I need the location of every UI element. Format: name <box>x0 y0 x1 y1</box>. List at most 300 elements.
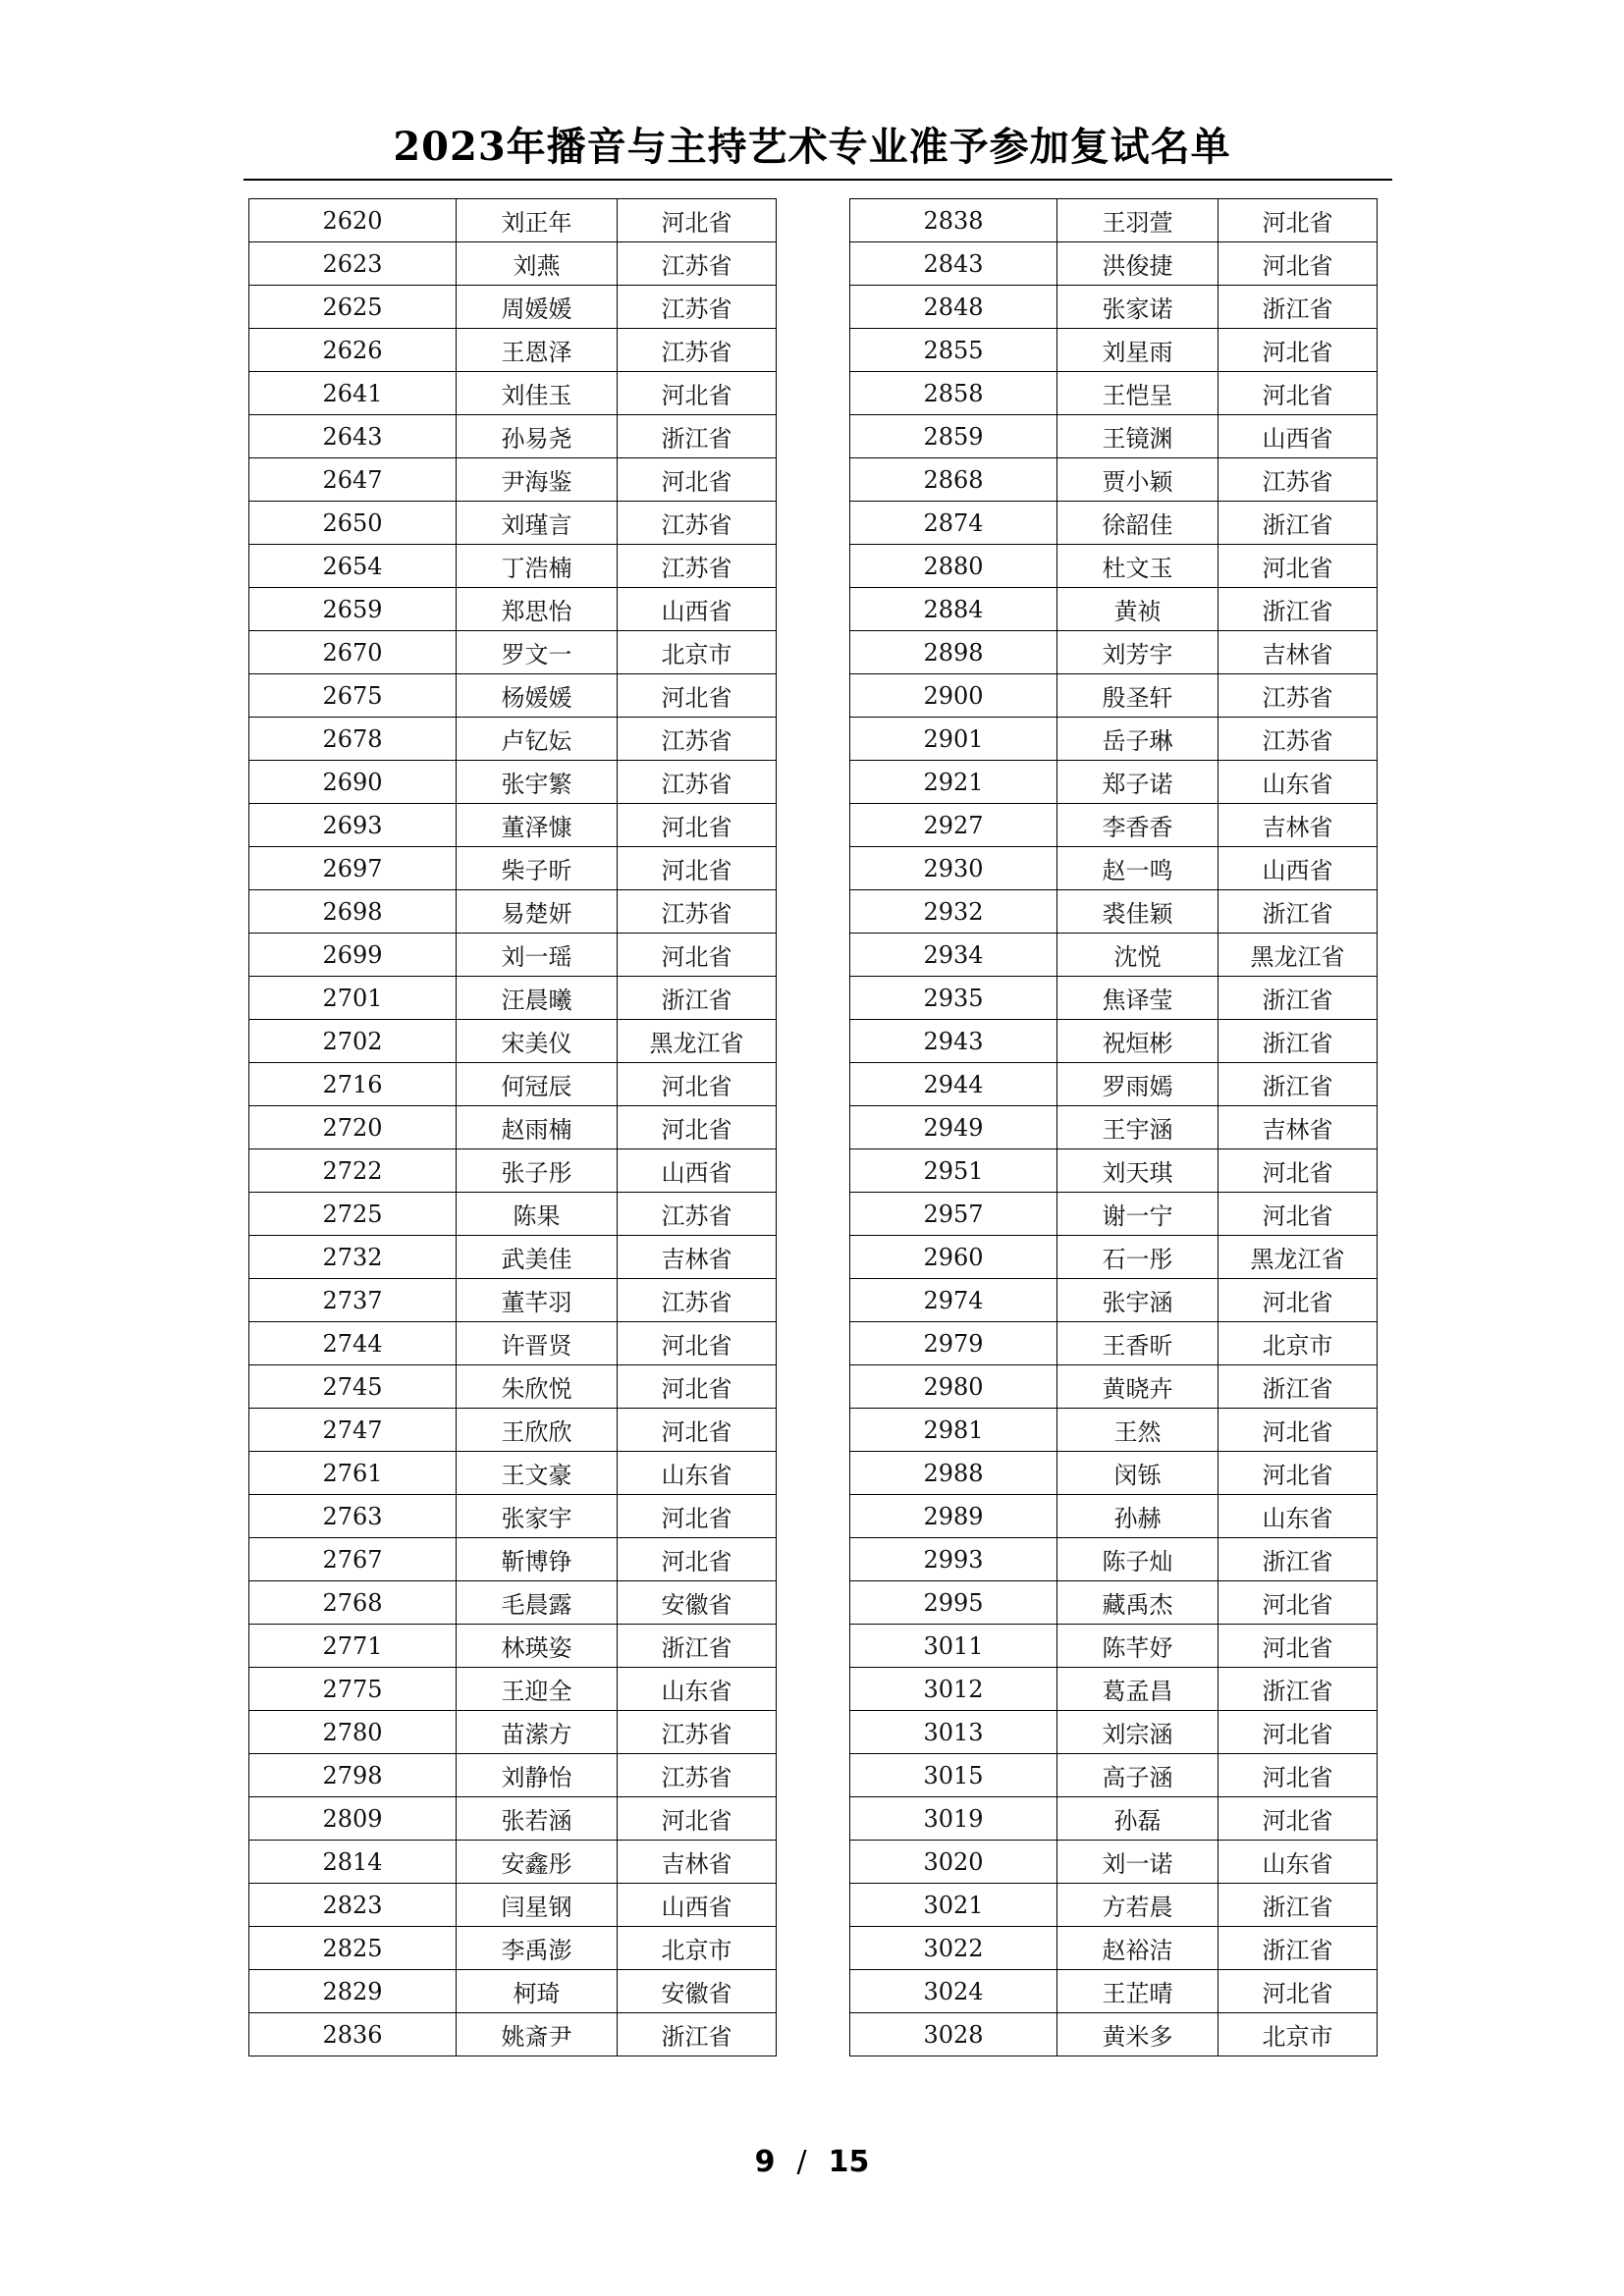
candidate-name-cell: 林瑛姿 <box>457 1625 618 1668</box>
table-row <box>249 1322 777 1365</box>
candidate-name-cell: 闵铄 <box>1057 1452 1218 1495</box>
exam-number-cell: 2761 <box>249 1452 457 1495</box>
roster-table-left <box>248 198 777 2056</box>
table-row <box>850 890 1378 934</box>
candidate-name-cell: 洪俊捷 <box>1057 242 1218 286</box>
province-cell: 北京市 <box>618 1927 777 1970</box>
candidate-name-cell: 赵裕洁 <box>1057 1927 1218 1970</box>
page-current: 9 <box>754 2145 776 2179</box>
table-row <box>850 199 1378 242</box>
candidate-name-cell: 石一彤 <box>1057 1236 1218 1279</box>
roster-table-right <box>849 198 1378 2056</box>
exam-number-cell: 2927 <box>850 804 1057 847</box>
table-row <box>249 1063 777 1106</box>
province-cell: 河北省 <box>1218 1279 1378 1322</box>
exam-number-cell: 2829 <box>249 1970 457 2013</box>
page-separator: / <box>796 2145 807 2179</box>
exam-number-cell: 2697 <box>249 847 457 890</box>
table-row <box>249 761 777 804</box>
table-row <box>249 1020 777 1063</box>
table-row <box>850 1625 1378 1668</box>
table-row <box>850 674 1378 718</box>
exam-number-cell: 2981 <box>850 1409 1057 1452</box>
province-cell: 江苏省 <box>618 545 777 588</box>
candidate-name-cell: 安鑫彤 <box>457 1841 618 1884</box>
candidate-name-cell: 孙赫 <box>1057 1495 1218 1538</box>
exam-number-cell: 3012 <box>850 1668 1057 1711</box>
table-row <box>249 199 777 242</box>
candidate-name-cell: 孙易尧 <box>457 415 618 458</box>
exam-number-cell: 2720 <box>249 1106 457 1149</box>
candidate-name-cell: 刘佳玉 <box>457 372 618 415</box>
table-row <box>249 1236 777 1279</box>
table-row <box>850 1322 1378 1365</box>
roster-table-right-body <box>850 199 1378 2056</box>
candidate-name-cell: 柯琦 <box>457 1970 618 2013</box>
table-row <box>249 1754 777 1797</box>
province-cell: 安徽省 <box>618 1581 777 1625</box>
exam-number-cell: 2722 <box>249 1149 457 1193</box>
candidate-name-cell: 王恺呈 <box>1057 372 1218 415</box>
exam-number-cell: 2620 <box>249 199 457 242</box>
province-cell: 山东省 <box>618 1668 777 1711</box>
province-cell: 江苏省 <box>1218 674 1378 718</box>
exam-number-cell: 3013 <box>850 1711 1057 1754</box>
table-row <box>850 1365 1378 1409</box>
exam-number-cell: 3011 <box>850 1625 1057 1668</box>
table-row <box>850 1797 1378 1841</box>
table-row <box>850 1581 1378 1625</box>
table-row <box>850 1927 1378 1970</box>
province-cell: 河北省 <box>618 1063 777 1106</box>
candidate-name-cell: 刘瑾言 <box>457 502 618 545</box>
table-row <box>850 1149 1378 1193</box>
exam-number-cell: 2625 <box>249 286 457 329</box>
exam-number-cell: 2767 <box>249 1538 457 1581</box>
candidate-name-cell: 王宇涵 <box>1057 1106 1218 1149</box>
province-cell: 河北省 <box>1218 329 1378 372</box>
table-row <box>850 2013 1378 2056</box>
exam-number-cell: 2745 <box>249 1365 457 1409</box>
candidate-name-cell: 宋美仪 <box>457 1020 618 1063</box>
province-cell: 山西省 <box>1218 847 1378 890</box>
exam-number-cell: 2921 <box>850 761 1057 804</box>
exam-number-cell: 2848 <box>850 286 1057 329</box>
province-cell: 江苏省 <box>618 1193 777 1236</box>
exam-number-cell: 2836 <box>249 2013 457 2056</box>
candidate-name-cell: 靳博铮 <box>457 1538 618 1581</box>
province-cell: 山东省 <box>618 1452 777 1495</box>
exam-number-cell: 2934 <box>850 934 1057 977</box>
exam-number-cell: 2901 <box>850 718 1057 761</box>
province-cell: 浙江省 <box>1218 1063 1378 1106</box>
exam-number-cell: 2763 <box>249 1495 457 1538</box>
province-cell: 江苏省 <box>618 718 777 761</box>
exam-number-cell: 2988 <box>850 1452 1057 1495</box>
table-row <box>249 458 777 502</box>
province-cell: 江苏省 <box>618 242 777 286</box>
province-cell: 河北省 <box>618 1797 777 1841</box>
province-cell: 北京市 <box>618 631 777 674</box>
candidate-name-cell: 尹海鉴 <box>457 458 618 502</box>
province-cell: 河北省 <box>1218 1711 1378 1754</box>
province-cell: 浙江省 <box>1218 1668 1378 1711</box>
exam-number-cell: 2843 <box>850 242 1057 286</box>
province-cell: 浙江省 <box>618 977 777 1020</box>
table-row <box>249 934 777 977</box>
exam-number-cell: 2775 <box>249 1668 457 1711</box>
exam-number-cell: 3020 <box>850 1841 1057 1884</box>
province-cell: 黑龙江省 <box>618 1020 777 1063</box>
table-row <box>249 545 777 588</box>
province-cell: 江苏省 <box>618 286 777 329</box>
province-cell: 河北省 <box>1218 545 1378 588</box>
exam-number-cell: 2989 <box>850 1495 1057 1538</box>
candidate-name-cell: 赵雨楠 <box>457 1106 618 1149</box>
candidate-name-cell: 张若涵 <box>457 1797 618 1841</box>
exam-number-cell: 2798 <box>249 1754 457 1797</box>
candidate-name-cell: 裘佳颖 <box>1057 890 1218 934</box>
exam-number-cell: 2678 <box>249 718 457 761</box>
province-cell: 山西省 <box>618 588 777 631</box>
table-row <box>249 890 777 934</box>
candidate-name-cell: 卢钇妘 <box>457 718 618 761</box>
candidate-name-cell: 杜文玉 <box>1057 545 1218 588</box>
exam-number-cell: 2699 <box>249 934 457 977</box>
candidate-name-cell: 罗文一 <box>457 631 618 674</box>
table-row <box>249 1711 777 1754</box>
candidate-name-cell: 孙磊 <box>1057 1797 1218 1841</box>
exam-number-cell: 3015 <box>850 1754 1057 1797</box>
candidate-name-cell: 张子彤 <box>457 1149 618 1193</box>
candidate-name-cell: 殷圣轩 <box>1057 674 1218 718</box>
table-row <box>850 458 1378 502</box>
province-cell: 河北省 <box>618 1409 777 1452</box>
table-row <box>850 977 1378 1020</box>
table-row <box>850 1970 1378 2013</box>
candidate-name-cell: 刘芳宇 <box>1057 631 1218 674</box>
province-cell: 吉林省 <box>1218 1106 1378 1149</box>
exam-number-cell: 2880 <box>850 545 1057 588</box>
exam-number-cell: 2825 <box>249 1927 457 1970</box>
exam-number-cell: 2868 <box>850 458 1057 502</box>
exam-number-cell: 3021 <box>850 1884 1057 1927</box>
table-row <box>850 1754 1378 1797</box>
candidate-name-cell: 刘正年 <box>457 199 618 242</box>
province-cell: 河北省 <box>618 372 777 415</box>
exam-number-cell: 2768 <box>249 1581 457 1625</box>
table-row <box>850 1495 1378 1538</box>
province-cell: 河北省 <box>1218 1452 1378 1495</box>
candidate-name-cell: 陈子灿 <box>1057 1538 1218 1581</box>
candidate-name-cell: 张家宇 <box>457 1495 618 1538</box>
table-row <box>850 1884 1378 1927</box>
candidate-name-cell: 王欣欣 <box>457 1409 618 1452</box>
candidate-name-cell: 汪晨曦 <box>457 977 618 1020</box>
province-cell: 江苏省 <box>618 502 777 545</box>
table-row <box>850 1020 1378 1063</box>
exam-number-cell: 2884 <box>850 588 1057 631</box>
exam-number-cell: 2659 <box>249 588 457 631</box>
province-cell: 河北省 <box>1218 199 1378 242</box>
table-row <box>249 1106 777 1149</box>
candidate-name-cell: 王迎全 <box>457 1668 618 1711</box>
candidate-name-cell: 苗潆方 <box>457 1711 618 1754</box>
exam-number-cell: 2698 <box>249 890 457 934</box>
province-cell: 浙江省 <box>1218 588 1378 631</box>
table-row <box>850 1063 1378 1106</box>
exam-number-cell: 2960 <box>850 1236 1057 1279</box>
exam-number-cell: 2732 <box>249 1236 457 1279</box>
province-cell: 河北省 <box>1218 372 1378 415</box>
province-cell: 河北省 <box>618 674 777 718</box>
province-cell: 浙江省 <box>1218 286 1378 329</box>
exam-number-cell: 2993 <box>850 1538 1057 1581</box>
province-cell: 浙江省 <box>1218 1538 1378 1581</box>
candidate-name-cell: 王然 <box>1057 1409 1218 1452</box>
candidate-name-cell: 谢一宁 <box>1057 1193 1218 1236</box>
exam-number-cell: 2930 <box>850 847 1057 890</box>
candidate-name-cell: 贾小颖 <box>1057 458 1218 502</box>
exam-number-cell: 2949 <box>850 1106 1057 1149</box>
candidate-name-cell: 刘星雨 <box>1057 329 1218 372</box>
table-row <box>850 1236 1378 1279</box>
province-cell: 山东省 <box>1218 1841 1378 1884</box>
province-cell: 河北省 <box>618 847 777 890</box>
table-row <box>850 415 1378 458</box>
province-cell: 江苏省 <box>618 1754 777 1797</box>
exam-number-cell: 2858 <box>850 372 1057 415</box>
exam-number-cell: 2643 <box>249 415 457 458</box>
exam-number-cell: 2675 <box>249 674 457 718</box>
candidate-name-cell: 沈悦 <box>1057 934 1218 977</box>
candidate-name-cell: 刘一诺 <box>1057 1841 1218 1884</box>
table-row <box>249 718 777 761</box>
exam-number-cell: 2716 <box>249 1063 457 1106</box>
province-cell: 江苏省 <box>1218 458 1378 502</box>
candidate-name-cell: 罗雨嫣 <box>1057 1063 1218 1106</box>
province-cell: 北京市 <box>1218 2013 1378 2056</box>
table-row <box>249 242 777 286</box>
exam-number-cell: 2932 <box>850 890 1057 934</box>
province-cell: 黑龙江省 <box>1218 1236 1378 1279</box>
province-cell: 河北省 <box>1218 1625 1378 1668</box>
province-cell: 山西省 <box>1218 415 1378 458</box>
candidate-name-cell: 郑子诺 <box>1057 761 1218 804</box>
exam-number-cell: 3028 <box>850 2013 1057 2056</box>
province-cell: 安徽省 <box>618 1970 777 2013</box>
table-row <box>249 1581 777 1625</box>
exam-number-cell: 2702 <box>249 1020 457 1063</box>
province-cell: 江苏省 <box>618 329 777 372</box>
candidate-name-cell: 陈果 <box>457 1193 618 1236</box>
table-row <box>249 1841 777 1884</box>
table-row <box>249 977 777 1020</box>
exam-number-cell: 3019 <box>850 1797 1057 1841</box>
province-cell: 江苏省 <box>1218 718 1378 761</box>
exam-number-cell: 3022 <box>850 1927 1057 1970</box>
table-row <box>850 1538 1378 1581</box>
province-cell: 吉林省 <box>618 1841 777 1884</box>
province-cell: 浙江省 <box>1218 1927 1378 1970</box>
exam-number-cell: 2823 <box>249 1884 457 1927</box>
exam-number-cell: 2944 <box>850 1063 1057 1106</box>
province-cell: 浙江省 <box>618 2013 777 2056</box>
candidate-name-cell: 何冠辰 <box>457 1063 618 1106</box>
page-total: 15 <box>828 2145 870 2179</box>
table-row <box>249 2013 777 2056</box>
province-cell: 北京市 <box>1218 1322 1378 1365</box>
province-cell: 山东省 <box>1218 761 1378 804</box>
province-cell: 黑龙江省 <box>1218 934 1378 977</box>
candidate-name-cell: 岳子琳 <box>1057 718 1218 761</box>
candidate-name-cell: 张宇涵 <box>1057 1279 1218 1322</box>
candidate-name-cell: 许晋贤 <box>457 1322 618 1365</box>
province-cell: 江苏省 <box>618 1711 777 1754</box>
province-cell: 浙江省 <box>1218 1365 1378 1409</box>
province-cell: 浙江省 <box>1218 977 1378 1020</box>
page-number <box>0 2145 1624 2179</box>
province-cell: 河北省 <box>618 199 777 242</box>
exam-number-cell: 2855 <box>850 329 1057 372</box>
table-row <box>249 1365 777 1409</box>
province-cell: 河北省 <box>618 1322 777 1365</box>
province-cell: 吉林省 <box>618 1236 777 1279</box>
table-row <box>249 1193 777 1236</box>
province-cell: 江苏省 <box>618 761 777 804</box>
candidate-name-cell: 葛孟昌 <box>1057 1668 1218 1711</box>
candidate-name-cell: 刘燕 <box>457 242 618 286</box>
exam-number-cell: 2771 <box>249 1625 457 1668</box>
table-row <box>850 242 1378 286</box>
exam-number-cell: 2859 <box>850 415 1057 458</box>
province-cell: 江苏省 <box>618 1279 777 1322</box>
table-row <box>850 804 1378 847</box>
candidate-name-cell: 王镜渊 <box>1057 415 1218 458</box>
table-row <box>249 674 777 718</box>
exam-number-cell: 2780 <box>249 1711 457 1754</box>
table-row <box>850 1452 1378 1495</box>
table-row <box>249 847 777 890</box>
table-row <box>249 804 777 847</box>
table-row <box>850 1711 1378 1754</box>
table-row <box>249 1149 777 1193</box>
exam-number-cell: 2898 <box>850 631 1057 674</box>
candidate-name-cell: 陈芊妤 <box>1057 1625 1218 1668</box>
exam-number-cell: 2693 <box>249 804 457 847</box>
exam-number-cell: 2951 <box>850 1149 1057 1193</box>
table-row <box>850 1279 1378 1322</box>
table-row <box>249 588 777 631</box>
candidate-name-cell: 王羽萱 <box>1057 199 1218 242</box>
table-row <box>850 545 1378 588</box>
province-cell: 浙江省 <box>1218 890 1378 934</box>
candidate-name-cell: 闫星钢 <box>457 1884 618 1927</box>
title-underline <box>244 179 1392 181</box>
table-row <box>850 761 1378 804</box>
candidate-name-cell: 高子涵 <box>1057 1754 1218 1797</box>
table-row <box>850 631 1378 674</box>
exam-number-cell: 2943 <box>850 1020 1057 1063</box>
candidate-name-cell: 郑思怡 <box>457 588 618 631</box>
exam-number-cell: 2737 <box>249 1279 457 1322</box>
candidate-name-cell: 刘一瑶 <box>457 934 618 977</box>
candidate-name-cell: 刘宗涵 <box>1057 1711 1218 1754</box>
exam-number-cell: 2641 <box>249 372 457 415</box>
exam-number-cell: 2874 <box>850 502 1057 545</box>
table-row <box>249 1884 777 1927</box>
candidate-name-cell: 李香香 <box>1057 804 1218 847</box>
table-row <box>850 847 1378 890</box>
table-row <box>249 1625 777 1668</box>
candidate-name-cell: 柴子昕 <box>457 847 618 890</box>
candidate-name-cell: 黄祯 <box>1057 588 1218 631</box>
exam-number-cell: 2626 <box>249 329 457 372</box>
table-row <box>850 588 1378 631</box>
candidate-name-cell: 董泽慷 <box>457 804 618 847</box>
table-row <box>249 1495 777 1538</box>
province-cell: 吉林省 <box>1218 804 1378 847</box>
candidate-name-cell: 徐韶佳 <box>1057 502 1218 545</box>
exam-number-cell: 2701 <box>249 977 457 1020</box>
exam-number-cell: 2809 <box>249 1797 457 1841</box>
table-row <box>850 1668 1378 1711</box>
exam-number-cell: 2725 <box>249 1193 457 1236</box>
exam-number-cell: 2647 <box>249 458 457 502</box>
exam-number-cell: 2974 <box>850 1279 1057 1322</box>
candidate-name-cell: 杨媛媛 <box>457 674 618 718</box>
roster-table-left-body <box>249 199 777 2056</box>
province-cell: 河北省 <box>1218 1149 1378 1193</box>
table-row <box>249 1279 777 1322</box>
province-cell: 河北省 <box>1218 1409 1378 1452</box>
province-cell: 河北省 <box>1218 1581 1378 1625</box>
exam-number-cell: 2980 <box>850 1365 1057 1409</box>
candidate-name-cell: 李禹澎 <box>457 1927 618 1970</box>
candidate-name-cell: 董芊羽 <box>457 1279 618 1322</box>
province-cell: 浙江省 <box>1218 1020 1378 1063</box>
candidate-name-cell: 黄米多 <box>1057 2013 1218 2056</box>
province-cell: 河北省 <box>618 1495 777 1538</box>
candidate-name-cell: 祝烜彬 <box>1057 1020 1218 1063</box>
candidate-name-cell: 王文豪 <box>457 1452 618 1495</box>
table-row <box>249 286 777 329</box>
table-row <box>249 1668 777 1711</box>
province-cell: 河北省 <box>1218 1797 1378 1841</box>
table-row <box>850 372 1378 415</box>
table-row <box>249 372 777 415</box>
table-row <box>249 1409 777 1452</box>
exam-number-cell: 2690 <box>249 761 457 804</box>
table-row <box>249 329 777 372</box>
table-row <box>249 1970 777 2013</box>
table-row <box>850 934 1378 977</box>
province-cell: 浙江省 <box>1218 502 1378 545</box>
table-row <box>850 1841 1378 1884</box>
table-row <box>850 1106 1378 1149</box>
table-row <box>850 718 1378 761</box>
exam-number-cell: 2979 <box>850 1322 1057 1365</box>
table-row <box>249 631 777 674</box>
province-cell: 河北省 <box>618 1538 777 1581</box>
candidate-name-cell: 方若晨 <box>1057 1884 1218 1927</box>
candidate-name-cell: 王恩泽 <box>457 329 618 372</box>
candidate-name-cell: 周媛媛 <box>457 286 618 329</box>
exam-number-cell: 2654 <box>249 545 457 588</box>
candidate-name-cell: 刘天琪 <box>1057 1149 1218 1193</box>
province-cell: 山东省 <box>1218 1495 1378 1538</box>
candidate-name-cell: 王芷晴 <box>1057 1970 1218 2013</box>
